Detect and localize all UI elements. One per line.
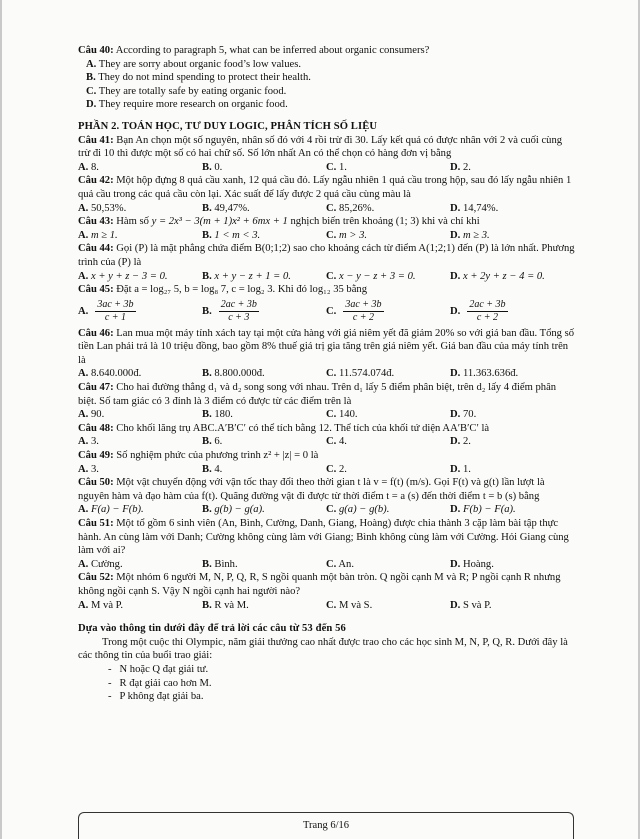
- option-letter: C.: [326, 436, 337, 448]
- option-a: [78, 202, 202, 216]
- numerator: 2ac + 3b: [220, 299, 257, 311]
- info-list: [108, 663, 576, 704]
- option-letter: B.: [202, 558, 212, 570]
- info-item-text: N hoặc Q đạt giải tư.: [119, 663, 209, 675]
- options-row: [78, 202, 576, 216]
- option-text: 1 < m < 3.: [214, 229, 261, 241]
- question-label: Câu 40:: [78, 45, 114, 56]
- option-text: g(a) − g(b).: [338, 504, 390, 516]
- option-d: [450, 161, 471, 175]
- option-text: 140.: [338, 409, 358, 421]
- option-letter: C.: [326, 368, 337, 380]
- option-text: 6.: [214, 436, 223, 448]
- option-text: 50,53%.: [90, 202, 127, 214]
- option-letter: A.: [78, 558, 89, 570]
- option-a: [78, 503, 202, 517]
- options-row: [78, 408, 576, 422]
- info-heading: Dựa vào thông tin dưới đây để trả lời các câu từ 53 đến 56: [78, 623, 346, 635]
- question-label: Câu 51:: [78, 518, 114, 529]
- option-c: [326, 599, 450, 613]
- options-row: [78, 367, 576, 381]
- options-list: [86, 58, 576, 112]
- option-text: They are sorry about organic food’s low values.: [98, 58, 301, 70]
- option-d: [450, 503, 516, 517]
- question-text: Cho hai đường thẳng d₁ và d₂ song song với nhau. Trên d₁ lấy 5 điểm phân biệt, trên d₂ lấy 4 điểm phân biệt. Số tam giác có 3 đỉnh là 3 điểm có được từ các điểm trên là: [78, 382, 557, 407]
- option-letter: C.: [326, 229, 337, 241]
- option-text: 1.: [338, 161, 347, 173]
- denominator: c + 3: [228, 312, 250, 324]
- option-text: 180.: [214, 409, 233, 421]
- denominator: c + 2: [476, 312, 498, 324]
- option-letter: B.: [202, 463, 212, 475]
- option-b: [202, 558, 326, 572]
- option-d: [450, 463, 471, 477]
- option-letter: B.: [202, 229, 212, 241]
- option-letter: D.: [450, 599, 461, 611]
- info-item-text: P không đạt giải ba.: [119, 691, 204, 703]
- info-item: - R đạt giải cao hơn M.: [108, 677, 212, 689]
- option-letter: C.: [326, 409, 337, 421]
- option-b: [202, 435, 326, 449]
- question-label: Câu 47:: [78, 382, 114, 394]
- question-46: [78, 327, 576, 368]
- option-letter: B.: [202, 305, 212, 317]
- option-letter: B.: [202, 368, 212, 380]
- option-a: [86, 58, 576, 72]
- option-b: [202, 270, 326, 284]
- option-c: [326, 408, 450, 422]
- option-letter: C.: [326, 504, 337, 516]
- option-text: x + 2y + z − 4 = 0.: [462, 270, 545, 282]
- option-letter: B.: [202, 202, 212, 214]
- option-d: [450, 270, 545, 284]
- option-text: 8.800.000đ.: [214, 368, 265, 380]
- fraction: [95, 299, 135, 324]
- option-text: They do not mind spending to protect their health.: [98, 72, 311, 84]
- option-letter: A.: [78, 504, 89, 516]
- option-c: [326, 161, 450, 175]
- denominator: c + 1: [104, 312, 126, 324]
- option-text: 49,47%.: [214, 202, 250, 214]
- option-letter: A.: [78, 161, 89, 173]
- option-text: Cường.: [90, 558, 123, 570]
- option-b: [202, 463, 326, 477]
- question-label: Câu 52:: [78, 572, 114, 584]
- option-d: [450, 599, 492, 613]
- question-label: Câu 45:: [78, 284, 114, 296]
- question-43: [78, 215, 576, 229]
- option-text: An.: [338, 558, 354, 570]
- option-text: R và M.: [214, 599, 249, 611]
- option-c: [326, 270, 450, 284]
- option-letter: A.: [78, 270, 89, 282]
- option-letter: C.: [326, 161, 337, 173]
- option-letter: C.: [326, 305, 337, 317]
- question-label: Câu 46:: [78, 327, 114, 339]
- question-51: [78, 517, 576, 558]
- question-text: Số nghiệm phức của phương trình z² + |z| = 0 là: [116, 450, 319, 462]
- page-footer: [78, 812, 574, 839]
- option-text: m ≥ 1.: [90, 229, 118, 241]
- spacer: [78, 612, 576, 620]
- question-44: [78, 242, 576, 269]
- option-letter: A.: [78, 463, 89, 475]
- option-letter: C.: [326, 463, 337, 475]
- option-c: [326, 558, 450, 572]
- question-text: Một nhóm 6 người M, N, P, Q, R, S ngồi quanh một bàn tròn. Q ngồi cạnh M và R; P ngồi cạnh R nhưng không ngồi cạnh S. Vậy N ngồi cạnh hai người nào?: [78, 572, 561, 597]
- option-text: 11.363.636đ.: [462, 368, 519, 380]
- option-text: S và P.: [462, 599, 492, 611]
- option-b: [202, 299, 326, 324]
- options-row: [78, 297, 576, 327]
- option-text: F(a) − F(b).: [90, 504, 144, 516]
- option-letter: A.: [78, 202, 89, 214]
- question-label: Câu 41:: [78, 134, 114, 146]
- option-letter: A.: [78, 229, 89, 241]
- option-b: [202, 408, 326, 422]
- question-40: [78, 44, 576, 58]
- fraction: [343, 299, 383, 324]
- fraction: [219, 299, 259, 324]
- option-letter: D.: [450, 463, 461, 475]
- option-d: [450, 299, 574, 324]
- option-letter: B.: [202, 504, 212, 516]
- option-letter: A.: [78, 436, 89, 448]
- question-42: [78, 174, 576, 201]
- option-text: x + y − z + 1 = 0.: [214, 270, 291, 282]
- option-letter: C.: [326, 558, 337, 570]
- question-45: [78, 283, 576, 297]
- option-text: g(b) − g(a).: [214, 504, 265, 516]
- question-label: Câu 49:: [78, 450, 114, 462]
- option-a: [78, 270, 202, 284]
- option-text: 2.: [338, 463, 347, 475]
- option-text: x + y + z − 3 = 0.: [90, 270, 168, 282]
- option-c: [326, 435, 450, 449]
- question-text: Gọi (P) là mặt phẳng chứa điểm B(0;1;2) sao cho khoảng cách từ điểm A(1;2;1) đến (P) là lớn nhất. Phương trình của (P) là: [78, 243, 575, 268]
- option-a: [78, 161, 202, 175]
- option-text: 0.: [214, 161, 223, 173]
- option-text: m ≥ 3.: [462, 229, 490, 241]
- question-label: Câu 44:: [78, 243, 114, 255]
- option-d: [450, 435, 471, 449]
- option-text: M và P.: [90, 599, 124, 611]
- option-letter: A.: [78, 409, 89, 421]
- options-row: [78, 161, 576, 175]
- option-letter: B.: [86, 72, 96, 84]
- option-a: [78, 408, 202, 422]
- option-d: [450, 367, 518, 381]
- option-text: 8.640.000đ.: [90, 368, 142, 380]
- options-row: [78, 503, 576, 517]
- option-d: [450, 558, 494, 572]
- option-letter: D.: [86, 99, 97, 111]
- option-letter: B.: [202, 599, 212, 611]
- option-b: [202, 202, 326, 216]
- question-text: Đặt a = log₂₇ 5, b = log₈ 7, c = log₂ 3. Khi đó log₁₂ 35 bằng: [116, 284, 368, 296]
- option-d: [86, 98, 576, 112]
- question-label: Câu 48:: [78, 422, 114, 434]
- page-content: [78, 44, 576, 704]
- question-text: Một tổ gồm 6 sinh viên (An, Bình, Cường, Danh, Giang, Hoàng) được chia thành 3 cặp làm bài tập thực hành. An cùng làm với Danh; Cường không cùng làm với Giang; Bình không cùng làm với Cường. Hỏi Giang cùng làm với ai?: [78, 518, 569, 557]
- info-item: - P không đạt giải ba.: [108, 691, 204, 703]
- denominator: c + 2: [352, 312, 374, 324]
- option-d: [450, 229, 490, 243]
- option-c: [326, 229, 450, 243]
- numerator: 3ac + 3b: [345, 299, 382, 311]
- question-label: Câu 43:: [78, 216, 114, 228]
- option-letter: D.: [450, 368, 461, 380]
- option-text: 3.: [90, 463, 99, 475]
- option-letter: D.: [450, 436, 461, 448]
- question-text: Bạn An chọn một số nguyên, nhân số đó với 4 rồi trừ đi 30. Lấy kết quả có được nhân với 2 và cuối cùng trừ đi 10 thì được một số có hai chữ số. Số lớn nhất An có thể chọn có hàng đơn vị bằng: [78, 134, 563, 160]
- question-text: Cho khối lăng trụ ABC.A′B′C′ có thể tích bằng 12. Thể tích của khối tứ diện AA′B′C′ là: [116, 422, 490, 434]
- question-text: According to paragraph 5, what can be inferred about organic consumers?: [115, 45, 430, 56]
- option-c: [326, 503, 450, 517]
- question-text: Một hộp đựng 8 quả cầu xanh, 12 quả cầu đỏ. Lấy ngẫu nhiên 1 quả cầu trong hộp, sau đó lấy ngẫu nhiên 1 quả cầu trong các quả cầu còn lại. Xác suất để lấy được 2 quả cầu cùng màu là: [78, 175, 572, 200]
- question-52: [78, 571, 576, 598]
- option-letter: D.: [450, 202, 461, 214]
- option-text: x − y − z + 3 = 0.: [338, 270, 416, 282]
- question-text: Lan mua một máy tính xách tay tại một cửa hàng với giá niêm yết đã giảm 20% so với giá ban đầu. Tổng số tiền Lan phải trả là 10 triệu đồng, bao gồm 8% thuế giá trị gia tăng trên giá niêm yết. Giá ban đầu của máy tính trên là: [78, 327, 575, 366]
- fraction: [467, 299, 507, 324]
- option-a: [78, 299, 202, 324]
- option-text: 3.: [90, 436, 99, 448]
- option-a: [78, 599, 202, 613]
- section-title: PHẦN 2. TOÁN HỌC, TƯ DUY LOGIC, PHÂN TÍCH SỐ LIỆU: [78, 120, 378, 132]
- option-text: 2.: [462, 436, 471, 448]
- options-row: [78, 229, 576, 243]
- option-letter: D.: [450, 409, 461, 421]
- option-text: 4.: [214, 463, 223, 475]
- option-letter: C.: [326, 270, 337, 282]
- option-letter: C.: [326, 202, 337, 214]
- option-text: Hoàng.: [462, 558, 494, 570]
- option-text: 1.: [462, 463, 471, 475]
- option-c: [326, 202, 450, 216]
- question-49: [78, 449, 576, 463]
- question-text: Một vật chuyển động với vận tốc thay đổi theo thời gian t là v = f(t) (m/s). Gọi F(t) và g(t) lần lượt là nguyên hàm và đạo hàm của f(t). Quãng đường vật đi được từ thời điểm t = a (s) đến thời điểm t = b (s) bằng: [78, 477, 545, 502]
- options-row: [78, 270, 576, 284]
- option-text: 4.: [338, 436, 347, 448]
- option-b: [202, 599, 326, 613]
- option-c: [326, 299, 450, 324]
- option-text: F(b) − F(a).: [462, 504, 516, 516]
- option-text: 2.: [462, 161, 471, 173]
- option-letter: B.: [202, 436, 212, 448]
- question-label: Câu 42:: [78, 175, 114, 187]
- formula: y = 2x³ − 3(m + 1)x² + 6mx + 1: [151, 216, 288, 228]
- option-letter: D.: [450, 229, 461, 241]
- option-letter: D.: [450, 504, 461, 516]
- page-number: Trang 6/16: [303, 820, 349, 831]
- options-row: [78, 558, 576, 572]
- option-letter: B.: [202, 161, 212, 173]
- option-letter: A.: [86, 58, 97, 70]
- option-letter: B.: [202, 409, 212, 421]
- option-letter: D.: [450, 305, 461, 317]
- option-text: 14,74%.: [462, 202, 499, 214]
- option-text: Bình.: [214, 558, 238, 570]
- info-item-text: R đạt giải cao hơn M.: [119, 677, 212, 689]
- option-text: m > 3.: [338, 229, 368, 241]
- question-label: Câu 50:: [78, 477, 114, 489]
- info-intro: Trong một cuộc thi Olympic, năm giải thưởng cao nhất được trao cho các học sinh M, N, P, Q, R. Dưới đây là các thông tin của buổi trao giải:: [78, 636, 568, 662]
- options-row: [78, 463, 576, 477]
- option-a: [78, 367, 202, 381]
- option-letter: D.: [450, 161, 461, 173]
- option-c: [326, 367, 450, 381]
- option-a: [78, 435, 202, 449]
- option-letter: A.: [78, 599, 89, 611]
- option-d: [450, 202, 498, 216]
- option-letter: A.: [78, 305, 89, 317]
- option-b: [202, 503, 326, 517]
- exam-page: [2, 0, 638, 839]
- option-text: 8.: [90, 161, 99, 173]
- option-c: [86, 85, 576, 99]
- option-text: 85,26%.: [338, 202, 375, 214]
- option-b: [86, 71, 576, 85]
- option-letter: C.: [326, 599, 337, 611]
- numerator: 2ac + 3b: [469, 299, 506, 311]
- option-letter: C.: [86, 85, 97, 97]
- option-a: [78, 558, 202, 572]
- options-row: [78, 435, 576, 449]
- option-text: They require more research on organic food.: [98, 99, 288, 111]
- option-letter: D.: [450, 270, 461, 282]
- option-b: [202, 229, 326, 243]
- option-text: 11.574.074đ.: [338, 368, 395, 380]
- option-letter: B.: [202, 270, 212, 282]
- numerator: 3ac + 3b: [97, 299, 134, 311]
- option-a: [78, 229, 202, 243]
- option-text: 70.: [462, 409, 477, 421]
- option-text: M và S.: [338, 599, 373, 611]
- option-a: [78, 463, 202, 477]
- question-48: [78, 422, 576, 436]
- option-letter: A.: [78, 368, 89, 380]
- question-41: [78, 134, 576, 161]
- option-letter: D.: [450, 558, 461, 570]
- question-text: Hàm số: [116, 216, 149, 228]
- options-row: [78, 599, 576, 613]
- option-text: 90.: [90, 409, 105, 421]
- question-50: [78, 476, 576, 503]
- question-text: nghịch biến trên khoảng (1; 3) khi và chỉ khi: [290, 216, 480, 228]
- option-text: They are totally safe by eating organic food.: [98, 85, 287, 97]
- question-47: [78, 381, 576, 408]
- option-d: [450, 408, 476, 422]
- info-item: - N hoặc Q đạt giải tư.: [108, 663, 209, 675]
- option-b: [202, 367, 326, 381]
- option-c: [326, 463, 450, 477]
- option-b: [202, 161, 326, 175]
